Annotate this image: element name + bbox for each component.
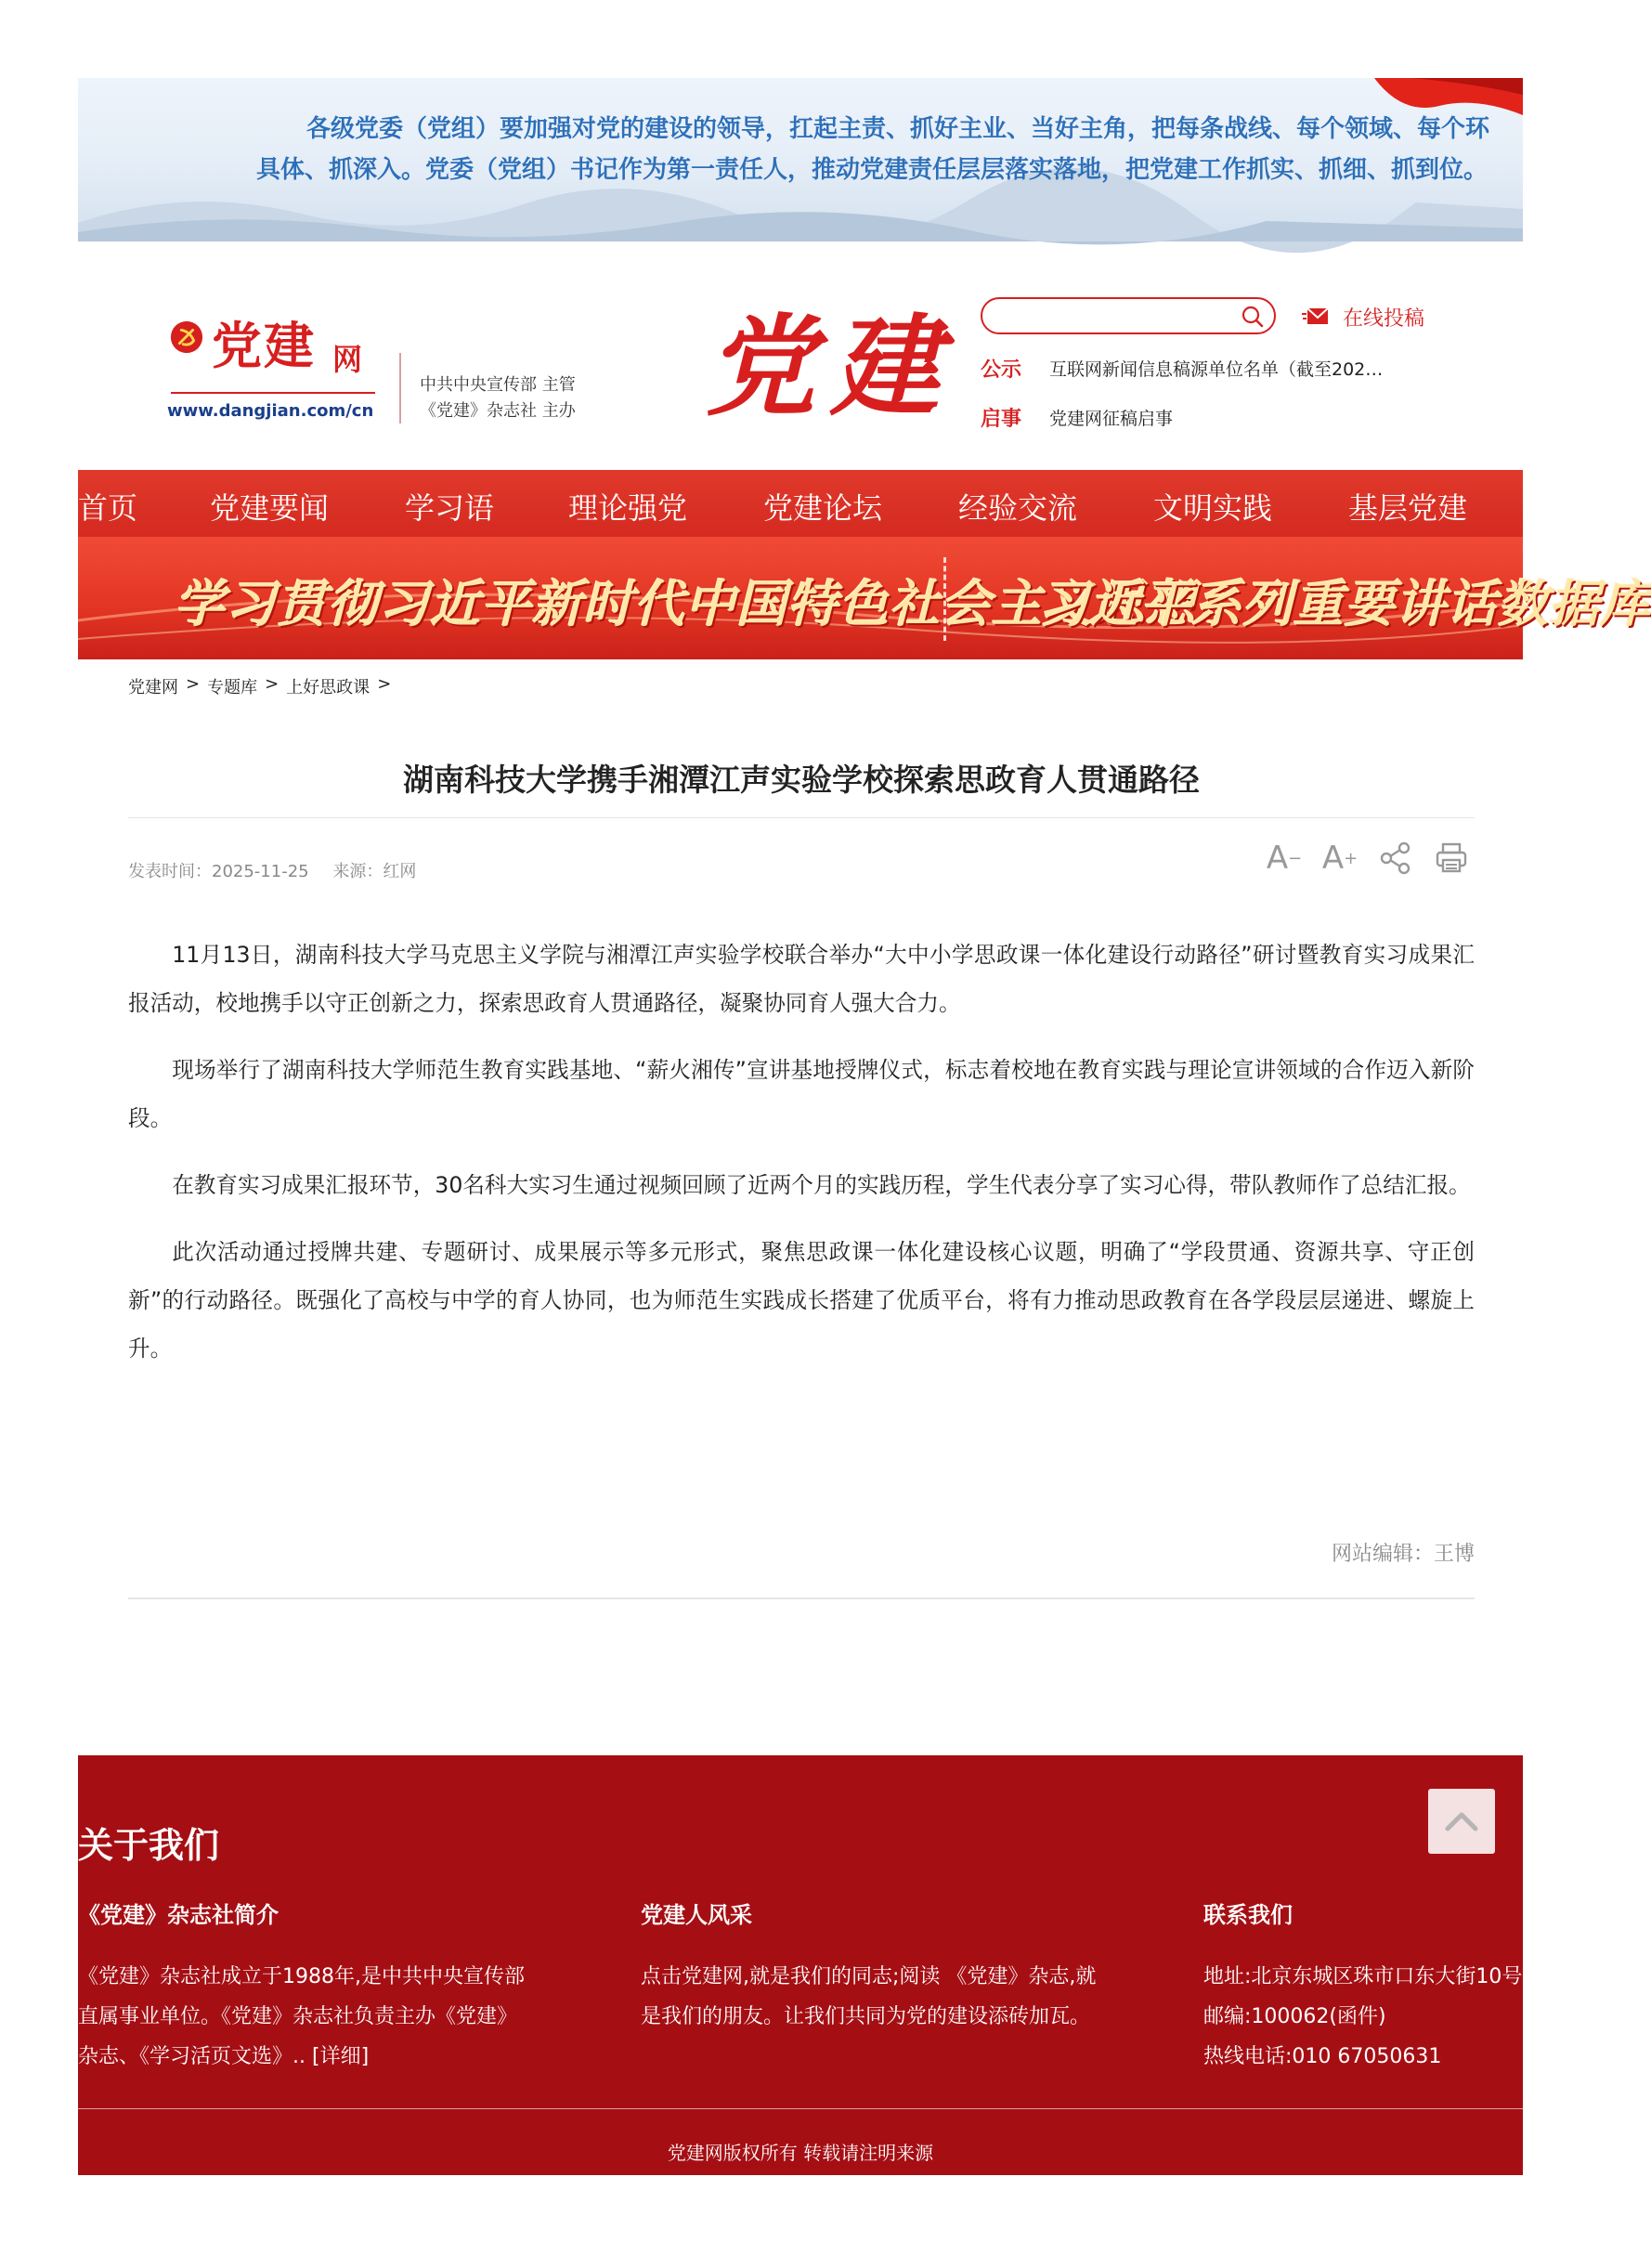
font-increase-button[interactable] xyxy=(1322,840,1358,877)
article-tools xyxy=(1267,840,1469,877)
nav-item-theory[interactable]: 理论强党 xyxy=(568,490,688,526)
article-end-divider xyxy=(128,1597,1475,1599)
search-box xyxy=(981,297,1276,334)
article-paragraph: 现场举行了湖南科技大学师范生教育实践基地、“薪火湘传”宣讲基地授牌仪式，标志着校地在教育实践与理论宣讲领域的合作迈入新阶段。 xyxy=(128,1057,1475,1131)
font-increase-icon: A xyxy=(1321,840,1345,877)
notice-row xyxy=(981,354,1383,382)
online-submit-link[interactable] xyxy=(1302,301,1424,332)
nav-item-experience[interactable]: 经验交流 xyxy=(958,490,1078,526)
article-body xyxy=(128,931,1475,1391)
logo-wang: 网 xyxy=(332,342,363,377)
footer-text: 直属事业单位。《党建》杂志社负责主办《党建》 xyxy=(78,2005,518,2028)
footer-text-tail: 杂志、《学习活页文选》.. xyxy=(78,2045,312,2068)
footer-title: 关于我们 xyxy=(78,1825,220,1866)
article-meta xyxy=(128,858,416,882)
main-nav xyxy=(78,470,1523,537)
footer-col-contact xyxy=(1203,1897,1522,2077)
theme-banner xyxy=(78,537,1651,659)
article-title: 湖南科技大学携手湘潭江声实验学校探索思政育人贯通路径 xyxy=(403,762,1200,798)
article-paragraph: 在教育实习成果汇报环节，30名科大实习生通过视频回顾了近两个月的实践历程，学生代表分享了实习心得，带队教师作了总结汇报。 xyxy=(172,1172,1471,1198)
breadcrumb xyxy=(128,674,391,698)
breadcrumb-section[interactable]: 上好思政课 xyxy=(286,678,370,697)
breadcrumb-separator: > xyxy=(377,674,392,694)
chevron-up-icon xyxy=(1443,1809,1480,1833)
online-submit-label: 在线投稿 xyxy=(1343,306,1425,331)
share-icon[interactable] xyxy=(1378,840,1413,877)
publish-time: 发表时间：2025-11-25 xyxy=(128,862,309,881)
logo-url: www.dangjian.com/cn xyxy=(167,401,374,421)
title-divider xyxy=(128,817,1475,818)
nav-item-civilization[interactable]: 文明实践 xyxy=(1153,490,1273,526)
theme-divider xyxy=(943,557,946,641)
footer-text: 《党建》杂志社成立于1988年,是中共中央宣传部 xyxy=(78,1965,525,1988)
site-editor: 网站编辑：王博 xyxy=(1331,1543,1475,1566)
breadcrumb-separator: > xyxy=(265,674,280,694)
slogan-banner xyxy=(78,78,1523,241)
breadcrumb-topics[interactable]: 专题库 xyxy=(207,678,258,697)
nav-item-study[interactable]: 学习语 xyxy=(405,490,495,526)
logo-text: 党建 xyxy=(212,316,316,375)
notice-link[interactable]: 党建网征稿启事 xyxy=(1049,408,1174,429)
breadcrumb-separator: > xyxy=(186,674,201,694)
footer-col-people xyxy=(641,1897,1096,2037)
font-decrease-button[interactable] xyxy=(1267,840,1302,877)
logo-underline xyxy=(171,392,375,394)
theme-link-thought[interactable]: 学习贯彻习近平新时代中国特色社会主义思想 xyxy=(175,575,1196,633)
article-source: 来源：红网 xyxy=(332,862,417,881)
footer-col-title: 党建人风采 xyxy=(641,1902,752,1928)
print-icon[interactable] xyxy=(1434,840,1469,877)
font-decrease-mark: − xyxy=(1288,848,1303,868)
search-icon[interactable] xyxy=(1241,305,1265,329)
envelope-icon xyxy=(1302,306,1330,328)
breadcrumb-home[interactable]: 党建网 xyxy=(128,678,178,697)
notice-link[interactable]: 互联网新闻信息稿源单位名单（截至202… xyxy=(1049,358,1384,380)
footer-text: 是我们的朋友。让我们共同为党的建设添砖加瓦。 xyxy=(641,2005,1091,2028)
notice-tag: 启事 xyxy=(981,407,1022,431)
notice-row xyxy=(981,403,1173,431)
notice-tag: 公示 xyxy=(981,358,1022,382)
font-decrease-icon: A xyxy=(1266,840,1289,877)
calligraphy-logo: 党建 xyxy=(706,302,956,431)
search-input[interactable] xyxy=(995,305,1228,329)
nav-item-forum[interactable]: 党建论坛 xyxy=(763,490,883,526)
party-emblem-icon xyxy=(169,319,204,355)
site-logo[interactable] xyxy=(163,306,377,427)
sponsor-line-1: 中共中央宣传部 主管 xyxy=(420,375,576,395)
copyright: 党建网版权所有 转载请注明来源 xyxy=(667,2142,934,2164)
footer-text xyxy=(78,2037,525,2077)
footer-col-title: 联系我们 xyxy=(1203,1902,1293,1928)
footer-text: 点击党建网,就是我们的同志;阅读 《党建》杂志,就 xyxy=(641,1965,1097,1988)
article-paragraph: 此次活动通过授牌共建、专题研讨、成果展示等多元形式，聚焦思政课一体化建设核心议题，明确了“学段贯通、资源共享、守正创新”的行动路径。既强化了高校与中学的育人协同，也为师范生实践成长搭建了优质平台，将有力推动思政教育在各学段层层递进、螺旋上升。 xyxy=(128,1239,1475,1362)
detail-link[interactable]: [详细] xyxy=(311,2045,370,2068)
theme-link-speeches[interactable]: 习近平系列重要讲话数据库 xyxy=(1038,575,1651,633)
nav-item-home[interactable]: 首页 xyxy=(78,490,138,526)
slogan-line-2: 具体、抓深入。党委（党组）书记作为第一责任人，推动党建责任层层落实落地，把党建工作抓实、抓细、抓到位。 xyxy=(256,156,1488,184)
font-increase-mark: + xyxy=(1344,848,1358,868)
nav-item-grassroots[interactable]: 基层党建 xyxy=(1348,490,1468,526)
logo-divider xyxy=(399,353,401,424)
footer-address: 地址:北京东城区珠市口东大街10号 xyxy=(1203,1965,1523,1988)
back-to-top-button[interactable] xyxy=(1428,1789,1495,1854)
footer-postcode: 邮编:100062(函件) xyxy=(1203,2005,1386,2028)
footer-col-intro xyxy=(78,1897,525,2077)
slogan-line-1: 各级党委（党组）要加强对党的建设的领导，扛起主责、抓好主业、当好主角，把每条战线、每个领域、每个环 xyxy=(306,115,1490,143)
footer-divider xyxy=(78,2108,1523,2109)
footer-hotline: 热线电话:010 67050631 xyxy=(1203,2045,1442,2068)
nav-item-news[interactable]: 党建要闻 xyxy=(210,490,330,526)
footer-col-title: 《党建》杂志社简介 xyxy=(78,1902,279,1928)
article-paragraph: 11月13日，湖南科技大学马克思主义学院与湘潭江声实验学校联合举办“大中小学思政课一体化建设行动路径”研讨暨教育实习成果汇报活动，校地携手以守正创新之力，探索思政育人贯通路径，凝聚协同育人强大合力。 xyxy=(128,942,1475,1016)
footer xyxy=(78,1755,1523,2175)
sponsor-line-2: 《党建》杂志社 主办 xyxy=(420,401,576,421)
